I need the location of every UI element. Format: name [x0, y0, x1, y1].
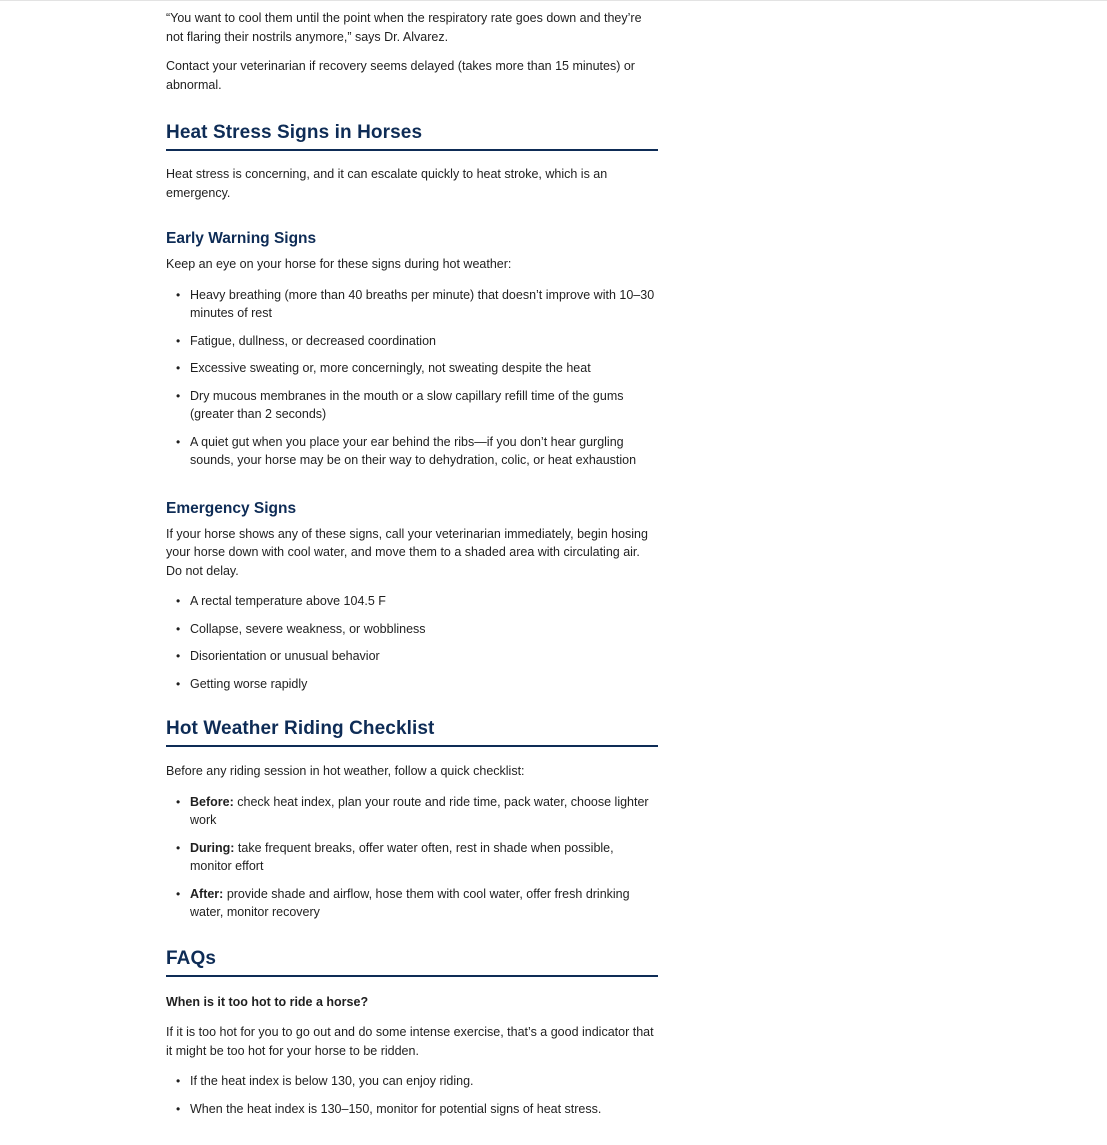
article-body [166, 9, 658, 1118]
top-divider [0, 0, 1107, 1]
checklist-list [166, 793, 658, 922]
list-item: • Collapse, severe weakness, or wobbliness [190, 620, 658, 639]
list-item: • When the heat index is 130–150, monitor for potential signs of heat stress. [190, 1100, 658, 1119]
list-item: • Disorientation or unusual behavior [190, 647, 658, 666]
checklist-label: During: [190, 840, 235, 855]
checklist-heading: Hot Weather Riding Checklist [166, 717, 658, 747]
early-warning-intro: Keep an eye on your horse for these signs during hot weather: [166, 257, 512, 271]
bullet-icon: • [176, 434, 181, 449]
list-item: • Heavy breathing (more than 40 breaths per minute) that doesn’t improve with 10–30 minutes of rest [176, 287, 655, 320]
bullet-icon: • [176, 1101, 181, 1116]
bullet-icon: • [176, 886, 181, 901]
list-item: • Fatigue, dullness, or decreased coordination [190, 332, 658, 351]
bullet-icon: • [176, 594, 181, 608]
faq-answer: If it is too hot for you to go out and do some intense exercise, that’s a good indicator that it might be too hot for your horse to be ridden. [166, 1025, 654, 1058]
list-item: • Dry mucous membranes in the mouth or a slow capillary refill time of the gums (greater than 2 seconds) [176, 388, 624, 421]
emergency-list [166, 592, 658, 693]
bullet-icon: • [176, 840, 181, 855]
heat-stress-intro: Heat stress is concerning, and it can escalate quickly to heat stroke, which is an emergency. [166, 167, 608, 200]
bullet-icon: • [176, 676, 181, 691]
list-item: • Before: check heat index, plan your route and ride time, pack water, choose lighter work [176, 794, 649, 827]
heat-stress-heading: Heat Stress Signs in Horses [166, 121, 658, 151]
checklist-intro: Before any riding session in hot weather, follow a quick checklist: [166, 764, 525, 778]
checklist-label: After: [190, 886, 224, 901]
bullet-icon: • [176, 388, 181, 403]
list-item: • A rectal temperature above 104.5 F [190, 592, 658, 611]
contact-paragraph: Contact your veterinarian if recovery seems delayed (takes more than 15 minutes) or abnormal. [166, 59, 635, 92]
bullet-icon: • [176, 361, 181, 375]
list-item: • Excessive sweating or, more concerningly, not sweating despite the heat [190, 359, 658, 378]
bullet-icon: • [176, 333, 181, 348]
bullet-icon: • [176, 287, 181, 302]
list-item: • A quiet gut when you place your ear behind the ribs—if you don’t hear gurgling sounds, your horse may be on their way to dehydration, colic, or heat exhaustion [176, 434, 637, 467]
checklist-label: Before: [190, 794, 234, 809]
early-warning-heading: Early Warning Signs [166, 230, 317, 247]
early-warning-list [166, 286, 658, 470]
faq-question: When is it too hot to ride a horse? [166, 994, 369, 1009]
bullet-icon: • [176, 621, 181, 636]
faq-list [166, 1072, 658, 1118]
bullet-icon: • [176, 1074, 181, 1088]
quote-paragraph: “You want to cool them until the point when the respiratory rate goes down and they’re not flaring their nostrils anymore,” says Dr. Alvarez. [166, 11, 642, 44]
list-item: • During: take frequent breaks, offer water often, rest in shade when possible, monitor effort [176, 840, 614, 873]
emergency-heading: Emergency Signs [166, 499, 297, 517]
bullet-icon: • [176, 794, 181, 809]
list-item: • If the heat index is below 130, you can enjoy riding. [190, 1072, 658, 1091]
list-item: • After: provide shade and airflow, hose them with cool water, offer fresh drinking water, monitor recovery [176, 886, 630, 919]
emergency-intro: If your horse shows any of these signs, call your veterinarian immediately, begin hosing your horse down with cool water, and move them to a shaded area with circulating air. Do not delay. [166, 526, 648, 578]
faqs-heading: FAQs [166, 947, 658, 977]
list-item: • Getting worse rapidly [190, 675, 658, 694]
bullet-icon: • [176, 649, 181, 663]
